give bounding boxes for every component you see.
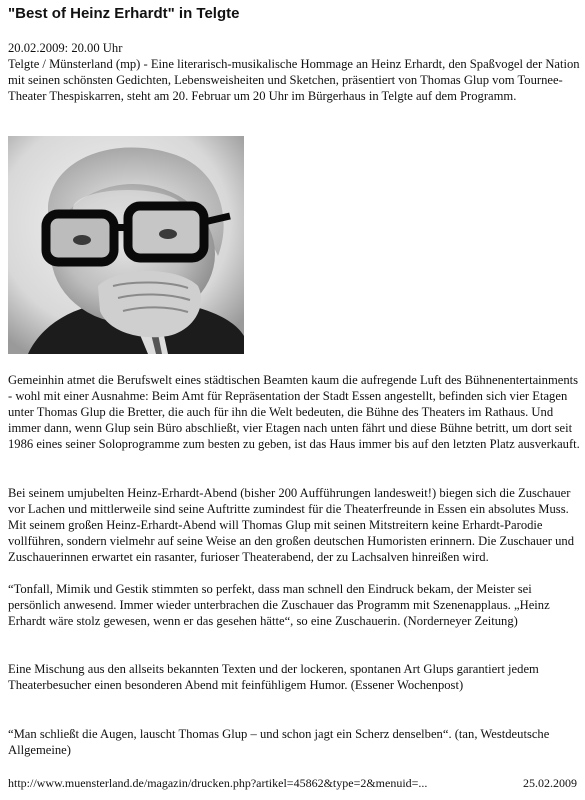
print-date: 25.02.2009	[523, 776, 577, 790]
press-quote: “Man schließt die Augen, lauscht Thomas Glup – und schon jagt ein Scherz denselben“. (tan, Westdeutsche Allgemeine)	[8, 727, 550, 757]
article-intro: Telgte / Münsterland (mp) - Eine literarisch-musikalische Hommage an Heinz Erhardt, den Spaßvogel der Nation mit seinen schönsten Gedichten, Lebensweisheiten und Sketchen, präsentiert von Thomas Glup vom Tournee-Theater Thespiskarren, steht am 20. Februar um 20 Uhr im Bürgerhaus in Telgte auf dem Programm.	[8, 57, 580, 103]
article-paragraph: Bei seinem umjubelten Heinz-Erhardt-Abend (bisher 200 Aufführungen landesweit!) biegen sich die Zuschauer vor Lachen und mittlerweile sind seine Auftritte zumindest für die Theaterfreunde in Essen ein absolutes Muss. Mit seinem großen Heinz-Erhardt-Abend will Thomas Glup mit seinen Mitstreitern keine Erhardt-Parodie vollführen, sondern vielmehr auf seine Weise an den großen deutschen Humoristen erinnern. Die Zuschauer und Zuschauerinnen erwartet ein rasanter, furioser Theaterabend, der zu Lachsalven hinreißen wird.	[8, 486, 574, 564]
press-quote: “Tonfall, Mimik und Gestik stimmten so perfekt, dass man schnell den Eindruck bekam, der Meister sei persönlich anwesend. Immer wieder unterbrachen die Zuschauer das Programm mit Szenenapplaus. „Heinz Erhardt wäre stolz gewesen, wenn er das gesehen hätte“, so eine Zuschauerin. (Norderneyer Zeitung)	[8, 582, 550, 628]
press-quote: Eine Mischung aus den allseits bekannten Texten und der lockeren, spontanen Art Glups garantiert jedem Theaterbesucher einen besonderen Abend mit feinfühligem Humor. (Essener Wochenpost)	[8, 662, 539, 692]
event-datetime: 20.02.2009: 20.00 Uhr	[8, 41, 123, 55]
performer-photo	[8, 136, 244, 354]
article-paragraph: Gemeinhin atmet die Berufswelt eines städtischen Beamten kaum die aufregende Luft des Bühnenentertainments - wohl mit einer Ausnahme: Beim Amt für Repräsentation der Stadt Essen angestellt, befinden sich vier Etagen unter Thomas Glup die Bretter, die auch für ihn die Welt bedeuten, die Bühne des Theaters im Rathaus. Und immer dann, wenn Glup sein Büro abschließt, vier Etagen nach unten fährt und diese Bühne betritt, um dort seit 1986 eines seiner Soloprogramme zum besten zu geben, ist das Haus immer bis auf den letzten Platz ausverkauft.	[8, 373, 580, 451]
article-title: "Best of Heinz Erhardt" in Telgte	[8, 5, 240, 22]
print-source-url: http://www.muensterland.de/magazin/drucken.php?artikel=45862&type=2&menuid=...	[8, 776, 428, 790]
